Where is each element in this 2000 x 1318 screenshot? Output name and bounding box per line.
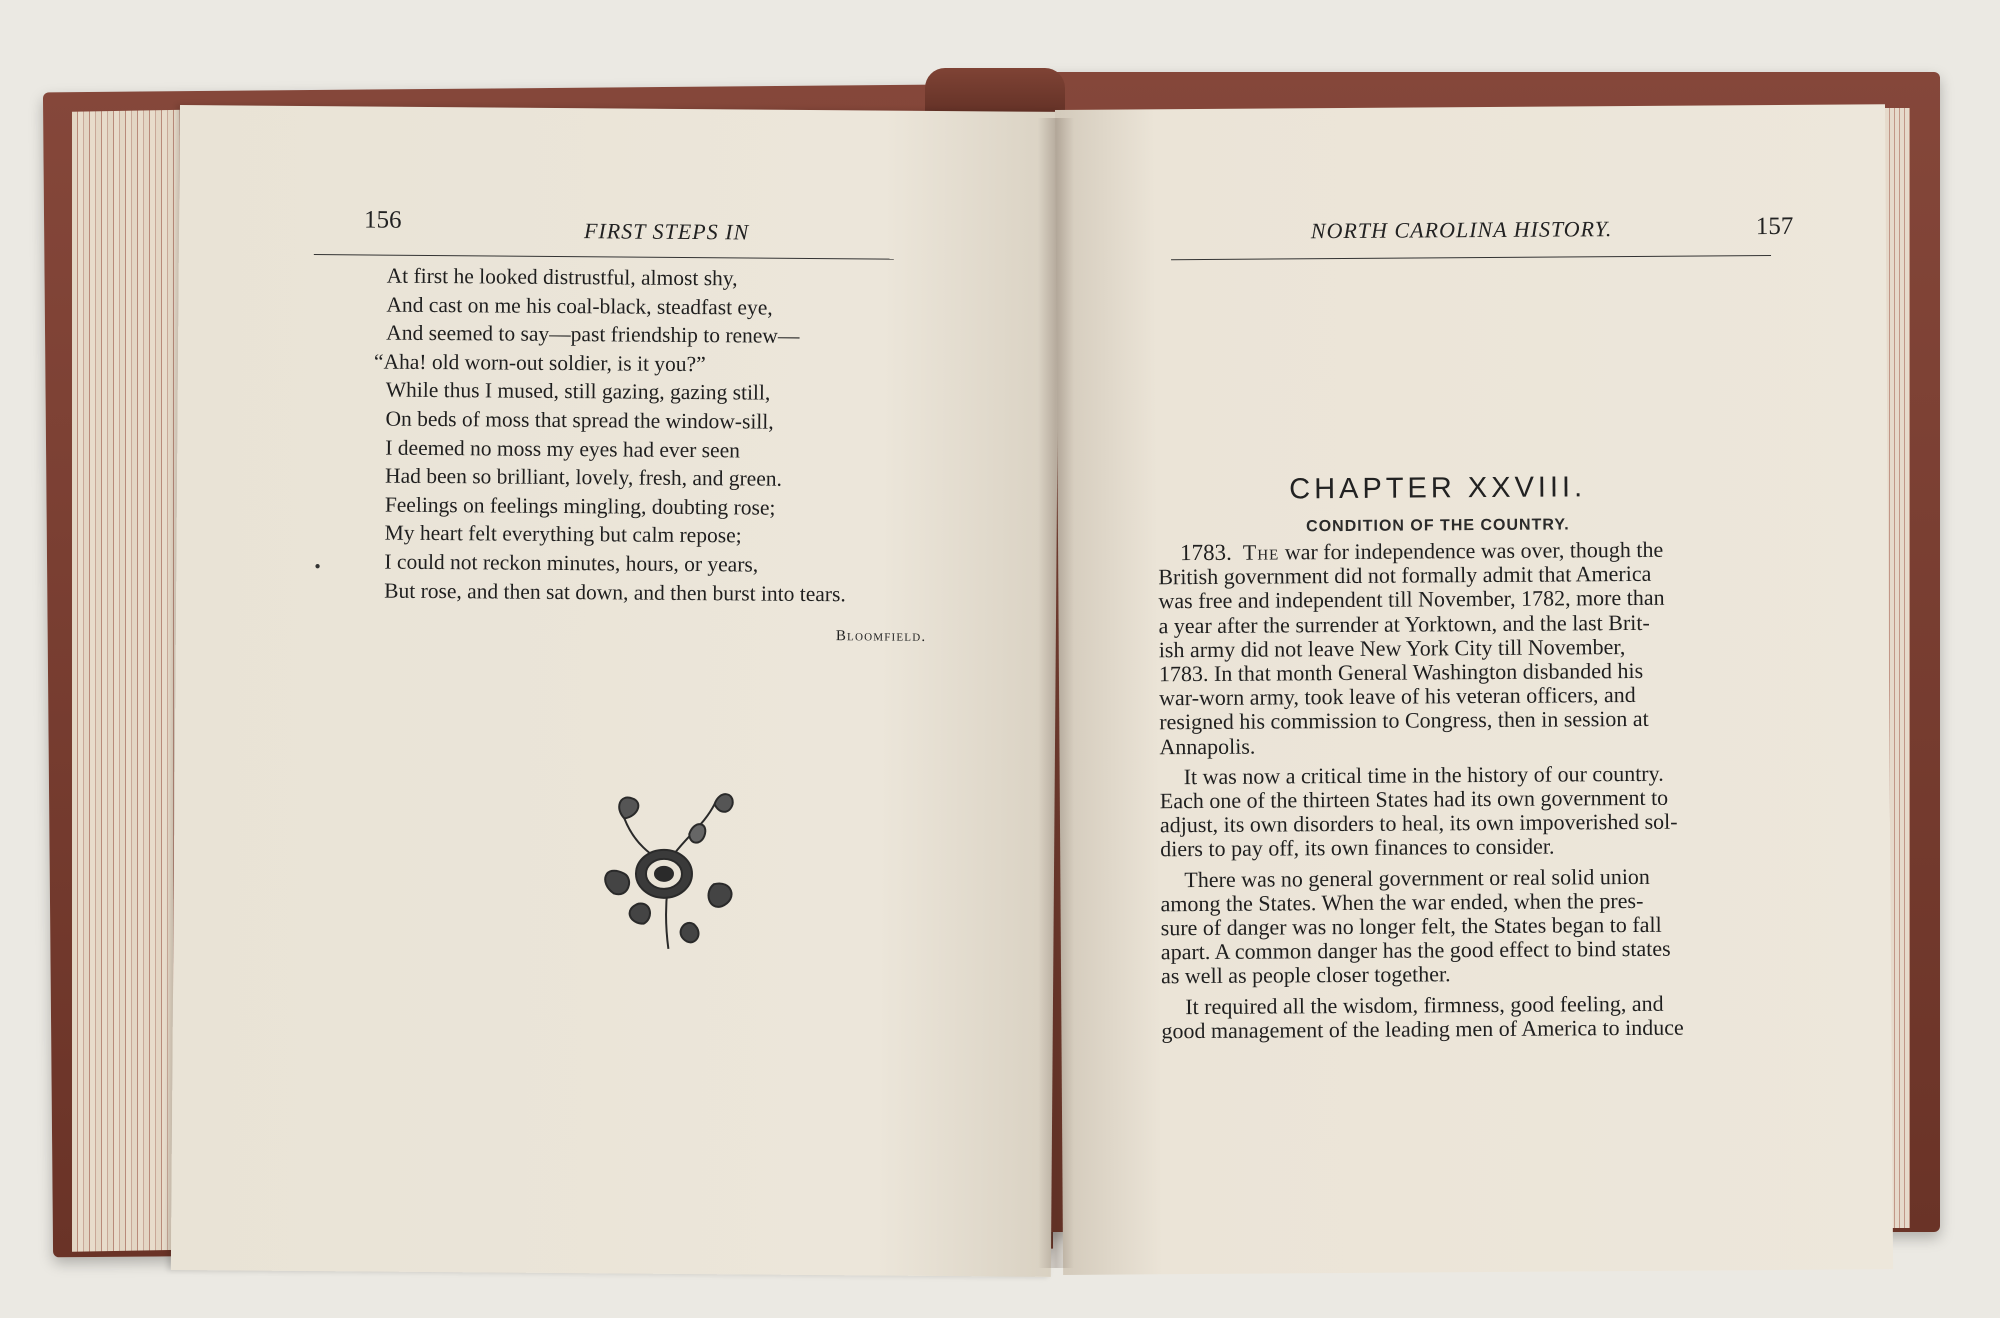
poem-attribution: Bloomfield. [835,628,927,645]
chapter-subtitle: CONDITION OF THE COUNTRY. [1306,516,1570,536]
lead-word: The [1242,539,1280,565]
poem [366,261,989,609]
right-header-rule [1171,255,1771,260]
body-line: was free and independent till November, 1782, more than [1158,585,1665,614]
poem-line: Had been so brilliant, lovely, fresh, and green. [385,463,783,491]
margin-bullet: • [314,556,321,577]
left-page-number: 156 [363,206,402,234]
poem-line: “Aha! old worn-out soldier, is it you?” [373,349,706,376]
body-line: It required all the wisdom, firmness, good feeling, and [1185,990,1664,1019]
poem-line: And seemed to say—past friendship to renew— [386,320,800,349]
left-page [171,105,1060,1277]
body-line: Each one of the thirteen States had its own government to [1159,784,1669,814]
body-line: sure of danger was no longer felt, the States began to fall [1160,911,1662,941]
chapter-title: CHAPTER XXVIII. [1289,471,1587,506]
poem-line: And cast on me his coal-black, steadfast eye, [386,292,773,320]
body-line: war for independence was over, though the [1284,536,1664,565]
body-line: resigned his commission to Congress, then in session at [1159,706,1649,735]
poem-line: At first he looked distrustful, almost shy, [386,263,738,291]
right-page [1055,104,1893,1275]
body-line: adjust, its own disorders to heal, its own impoverished sol- [1159,808,1678,838]
poem-line: While thus I mused, still gazing, gazing still, [385,378,771,406]
body-line: among the States. When the war ended, when the pres- [1160,887,1644,917]
year-label: 1783. [1180,539,1232,566]
left-running-head: FIRST STEPS IN [583,218,750,245]
body-line: British government did not formally admit that America [1158,561,1652,590]
body-line: It was now a critical time in the history of our country. [1183,760,1664,789]
poem-line: I deemed no moss my eyes had ever seen [385,435,741,462]
body-line: apart. A common danger has the good effect to bind states [1160,935,1671,965]
book-gutter-shadow [1038,118,1074,1268]
body-line: good management of the leading men of America to induce [1161,1014,1684,1044]
floral-ornament-icon [593,773,744,959]
body-line: ish army did not leave New York City till November, [1158,633,1626,663]
body-line: There was no general government or real solid union [1184,863,1650,892]
body-line: war-worn army, took leave of his veteran officers, and [1159,682,1636,711]
body-line: diers to pay off, its own finances to consider. [1160,833,1555,862]
body-line: 1783. In that month General Washington disbanded his [1158,657,1644,687]
chapter-body [1158,537,1781,1043]
poem-line: But rose, and then sat down, and then burst into tears. [384,578,846,606]
poem-line: My heart felt everything but calm repose; [384,520,742,548]
poem-line: I could not reckon minutes, hours, or years, [384,549,759,577]
body-line: a year after the surrender at Yorktown, and the last Brit- [1158,609,1650,638]
right-page-number: 157 [1755,212,1794,241]
right-running-head: NORTH CAROLINA HISTORY. [1310,216,1613,244]
body-line: as well as people closer together. [1160,961,1451,989]
body-line: Annapolis. [1159,733,1256,759]
poem-line: Feelings on feelings mingling, doubting rose; [384,492,776,520]
left-header-rule [314,254,894,260]
poem-line: On beds of moss that spread the window-sill, [385,406,774,434]
